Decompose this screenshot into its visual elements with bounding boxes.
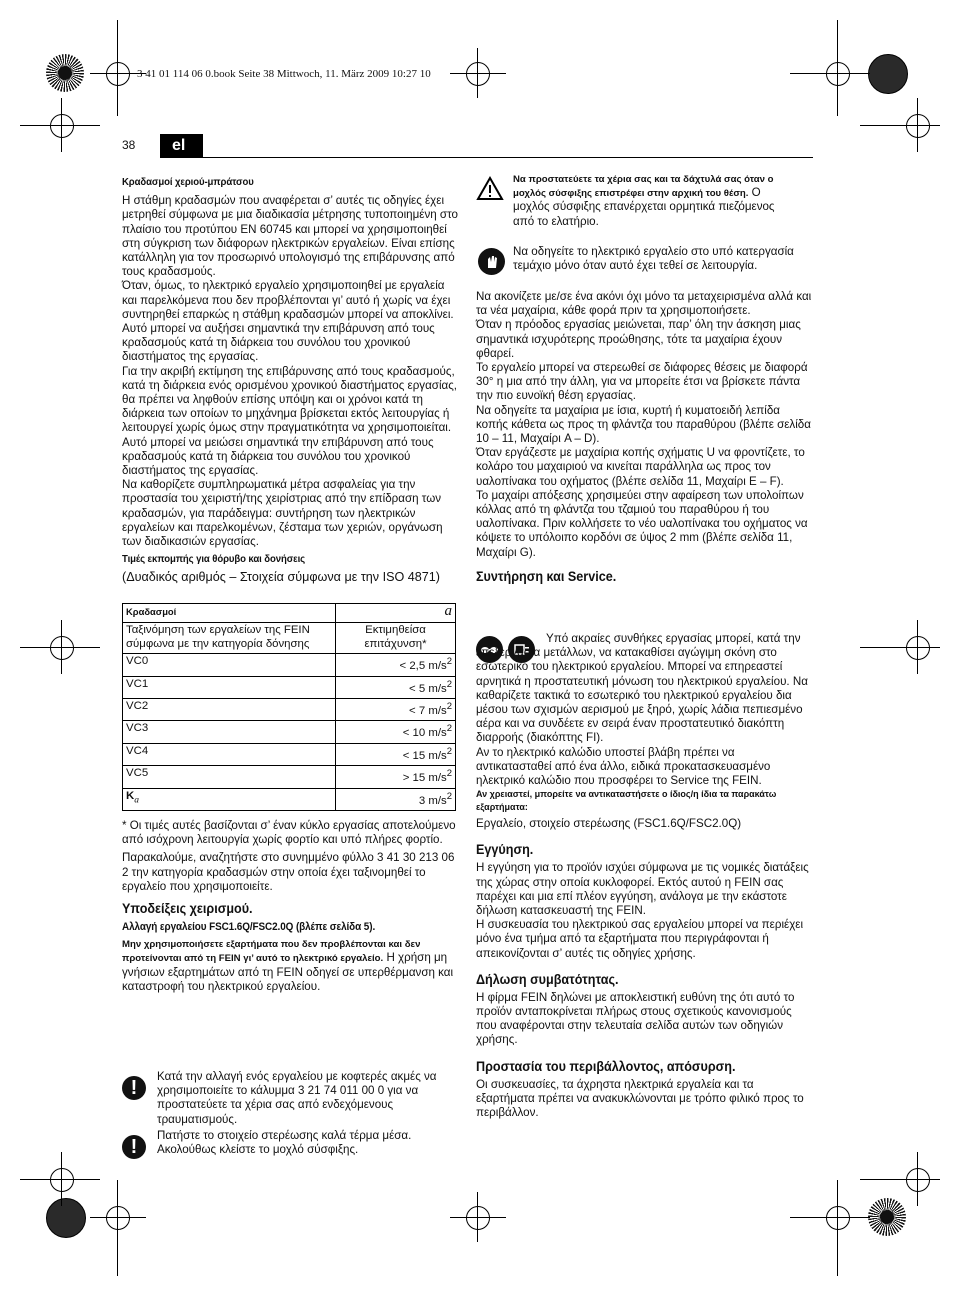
crosshair-icon <box>466 1206 490 1230</box>
exclamation-circle-icon: ! <box>122 1076 146 1100</box>
tool-change-heading: Αλλαγή εργαλείου FSC1.6Q/FSC2.0Q (βλέπε σελίδα 5). <box>122 921 376 934</box>
crosshair-icon <box>466 62 490 86</box>
scraper-paragraph: Το μαχαίρι απόξεσης χρησιμεύει στην αφαίρεση των υπολοίπων κόλλας από τη φλάντζα του τζαμιού του παραθύρου ή του υαλοπίνακα. Πριν κολλήσετε το νέο υαλοπίνακα του οχήματος να κόψετε το υπόλοιπο κορδόνι σε ύψος 2 mm (βλέπε σελίδα 11, Μαχαίρι G). <box>476 488 808 559</box>
table-cell-class: VC3 <box>123 721 336 743</box>
header-rule <box>160 157 813 158</box>
table-row: VC0 < 2,5 $m/s^2$ <box>123 654 456 676</box>
table-cell-class: VC1 <box>123 676 336 698</box>
crosshair-icon <box>906 114 930 138</box>
spare-parts-heading: Αν χρειαστεί, μπορείτε να αντικαταστήσετε ο ίδιος/η ίδια τα παρακάτω εξαρτήματα: <box>476 789 777 812</box>
crosshair-icon <box>106 62 130 86</box>
category-reference: Παρακαλούμε, αναζητήστε στο συνημμένο φύλλο 3 41 30 213 06 2 την κατηγορία κραδασμών στην οποία έχει ταξινομηθεί το εργαλείο που χρησιμοποιείτε. <box>122 851 455 893</box>
vibration-paragraph-3: Για την ακριβή εκτίμηση της επιβάρυνσης από τους κραδασμούς, κατά τη διάρκεια ενός ορισμένου χρονικού διαστήματος εργασίας, θα πρέπει να ληφθούν επίσης υπόψη και οι χρόνοι κατά τη διάρκεια των οποίων το μηχάνημα βρίσκεται εκτός λειτουργίας ή λειτουργεί χωρίς όμως στην πραγματικότητα να χρησιμοποιείται. Αυτό μπορεί να μειώσει σημαντικά την επιβάρυνση από τους κραδασμούς κατά τη διάρκεια του συνόλου του χρονικού διαστήματος της εργασίας. <box>122 364 458 478</box>
crosshair-icon <box>50 1168 74 1192</box>
u-blade-paragraph: Όταν εργάζεστε με μαχαίρια κοπής σχήματις U να φροντίζετε, το κολάρο του μαχαιριού να κινείται παράλληλα ως προς τον υαλοπίνακα του οχήματος (βλέπε σελίδα 11, Μαχαίρι E – F). <box>476 446 805 488</box>
table-header-row <box>123 604 456 623</box>
service-heading: Συντήρηση και Service. <box>476 567 617 584</box>
positions-paragraph: Το εργαλείο μπορεί να στερεωθεί σε διάφορες θέσεις με διαφορά 30° η μια από την άλλη, για να μπορείτε έτσι να βρίσκετε πάντα την πιο ευνοϊκή θέση εργασίας. <box>476 361 808 403</box>
page-number: 38 <box>122 138 136 152</box>
lever-caution: Να προστατεύετε τα χέρια σας και τα δάχτυλά σας όταν ο μοχλός σύσφιξης επιστρέφει στην αρχική του θέση. Ο μοχλός σύσφιξης επανέρχεται ορμητικά πιεζόμενος από το ελατήριο. <box>513 174 775 228</box>
book-info: 3 41 01 114 06 0.book Seite 38 Mittwoch, 11. März 2009 10:27 10 <box>137 68 431 80</box>
warranty-heading: Εγγύηση. <box>476 841 534 858</box>
emission-values-heading: Τιμές εκπομπής για θόρυβο και δονήσεις <box>122 554 306 566</box>
blade-guidance-paragraph: Να οδηγείτε τα μαχαίρια με ίσια, κυρτή ή κυματοειδή λεπίδα κοπής κάθετα ως προς τη φλάντζα του παραθύρου (βλέπε σελίδα 10 – 11, Μαχαίρι A – D). <box>476 403 811 446</box>
registration-starburst-icon <box>46 54 84 92</box>
warranty-paragraph-1: Η εγγύηση για το προϊόν ισχύει σύμφωνα με τις νομικές διατάξεις της χώρας στην οποία κυκλοφορεί. Εκτός αυτού η FEIN σας παρέχει και μια επί πλέον εγγύηση, ανάλογα με την εκάστοτε δήλωση κατασκευαστή της FEIN. <box>476 861 809 918</box>
environment-heading: Προστασία του περιβάλλοντος, απόσυρση. <box>476 1057 736 1074</box>
sharpen-paragraph: Να ακονίζετε με/σε ένα ακόνι όχι μόνο τα μεταχειρισμένα αλλά και τα νέα μαχαίρια, κάθε φορά πριν τα χρησιμοποιήσετε. <box>476 290 812 318</box>
table-row: VC5 > 15 $m/s^2$ <box>123 766 456 788</box>
crosshair-icon <box>826 1206 850 1230</box>
table-cell-class: VC5 <box>123 766 336 788</box>
language-code: el <box>172 137 186 154</box>
guide-tool-note: Να οδηγείτε το ηλεκτρικό εργαλείο στο υπό κατεργασία τεμάχιο μόνο όταν αυτό έχει τεθεί σε λειτουργία. <box>513 245 794 273</box>
warranty-paragraph-2: Η συσκευασία του ηλεκτρικού σας εργαλείου μπορεί να περιέχει μόνο ένα τμήμα από τα εξαρτήματα που περιγράφονται ή απεικονίζονται σ’ αυτές τις οδηγίες χρήσης. <box>476 918 804 960</box>
table-cell-value: > 15 m/s <box>402 772 447 785</box>
crosshair-icon <box>906 636 930 660</box>
registration-starburst-icon <box>868 1198 906 1236</box>
registration-disc-icon <box>46 1198 86 1238</box>
worn-blades-paragraph: Όταν η πρόοδος εργασίας μειώνεται, παρ’ όλη την άσκηση μιας σημαντικά ισχυρότερης προώθησης, τότε τα μαχαίρια έχουν φθαρεί. <box>476 318 801 360</box>
table-cell-class: VC0 <box>123 654 336 676</box>
table-cell-classification: Ταξινόμηση των εργαλείων της FEIN σύμφωνα με την κατηγορία δόνησης <box>123 623 336 654</box>
right-column <box>476 290 812 585</box>
service-paragraph-1: Υπό ακραίες συνθήκες εργασίας μπορεί, κατά την επεξεργασία μετάλλων, να κατακαθίσει αγώγιμη σκόνη στο εσωτερικό του ηλεκτρικού εργαλείου. Μπορεί να επηρεαστεί αρνητικά η προστατευτική μόνωση του ηλεκτρικού εργαλείου. Να καθαρίζετε τακτικά το εσωτερικό του ηλεκτρικού εργαλείου δια μέσου των σχισμών αερισμού με ξηρό, χωρίς λάδια πεπιεσμένο αέρα και να συνδέετε εν σειρά έναν προστατευτικό διακόπτη διαρροής (διακόπτης FI). <box>476 632 808 745</box>
handling-heading: Υποδείξεις χειρισμού. <box>122 900 253 917</box>
table-row: $K_a$ 3 $m/s^2$ <box>123 788 456 810</box>
vibration-paragraph-2: Όταν, όμως, το ηλεκτρικό εργαλείο χρησιμοποιηθεί με εργαλεία και παρελκόμενα που δεν προβλέπονται γι’ αυτό ή χωρίς να έχει συντηρηθεί επαρκώς η στάθμη κραδασμών μπορεί να αποκλίνει. Αυτό μπορεί να αυξήσει σημαντικά την επιβάρυνση από τους κραδασμούς κατά τη διάρκεια του συνόλου του χρονικού διαστήματος της εργασίας. <box>122 279 454 364</box>
language-tab <box>160 134 203 157</box>
table-row: VC3 < 10 $m/s^2$ <box>123 721 456 743</box>
conformity-paragraph: Η φίρμα FEIN δηλώνει με αποκλειστική ευθύνη της ότι αυτό το προϊόν ανταποκρίνεται πλήρως στους σχετικούς κανονισμούς που αναφέρονται στην τελευταία σελίδα αυτών των οδηγιών χρήσης. <box>476 990 795 1047</box>
emission-values-subtitle: (Δυαδικός αριθμός – Στοιχεία σύμφωνα με την ISO 4871) <box>122 570 440 585</box>
vibration-paragraph-1: Η στάθμη κραδασμών που αναφέρεται σ’ αυτές τις οδηγίες έχει μετρηθεί σύμφωνα με μια διαδικασία μέτρησης τυποποιημένη στο πλαίσιο του προτύπου EN 60745 και μπορεί να χρησιμοποιηθεί στη σύγκριση των διάφορων ηλεκτρικών εργαλείων. Είναι επίσης κατάλληλη για τον προσωρινό υπολογισμό της επιβάρυνσης από τους κραδασμούς. <box>122 194 458 279</box>
table-cell-class: VC4 <box>123 743 336 765</box>
table-row: VC1 < 5 $m/s^2$ <box>123 676 456 698</box>
table-cell-value: < 10 m/s <box>402 727 447 740</box>
exclamation-circle-icon: ! <box>122 1135 146 1159</box>
table-row: VC4 < 15 $m/s^2$ <box>123 743 456 765</box>
tool-change-warning: Μην χρησιμοποιήσετε εξαρτήματα που δεν προβλέπονται και δεν προτείνονται από τη FEIN γι’ αυτό το ηλεκτρικό εργαλείο. Η χρήση μη γνήσιων εξαρτημάτων από τη FEIN οδηγεί σε υπερθέρμανση και καταστροφή του ηλεκτρικού εργαλείου. <box>122 939 454 993</box>
service-paragraph-2: Αν το ηλεκτρικό καλώδιο υποστεί βλάβη πρέπει να αντικατασταθεί από ένα άλλο, ειδικά προκατασκευασμένο ηλεκτρικό καλώδιο που προσφέρει το Service της FEIN. <box>476 745 771 788</box>
warning-triangle-icon <box>476 176 504 201</box>
table-cell-value: < 15 m/s <box>402 749 447 762</box>
service-block <box>476 632 812 1120</box>
vibration-table <box>122 603 456 811</box>
table-row <box>123 623 456 654</box>
spare-parts-item: Εργαλείο, στοιχείο στερέωσης (FSC1.6Q/FSC2.0Q) <box>476 817 742 831</box>
conformity-heading: Δήλωση συμβατότητας. <box>476 970 619 987</box>
table-footnote: * Οι τιμές αυτές βασίζονται σ’ έναν κύκλο εργασίας αποτελούμενο από ισόχρονη λειτουργία χωρίς φορτίο και υπό πλήρες φορτίο. <box>122 819 456 847</box>
table-cell-value: 3 m/s <box>418 794 447 807</box>
attention-note-1: Κατά την αλλαγή ενός εργαλείου με κοφτερές ακμές να χρησιμοποιείτε το κάλυμμα 3 21 74 011 00 0 για να προστατεύετε τα χέρια σας από ενδεχόμενους τραυματισμούς. <box>157 1070 437 1126</box>
crosshair-icon <box>50 636 74 660</box>
environment-paragraph: Οι συσκευασίες, τα άχρηστα ηλεκτρικά εργαλεία και τα εξαρτήματα πρέπει να ανακυκλώνονται με τρόπο φιλικό προς το περιβάλλον. <box>476 1077 804 1120</box>
registration-disc-icon <box>868 54 908 94</box>
table-cell-class: VC2 <box>123 699 336 721</box>
crosshair-icon <box>50 114 74 138</box>
hand-on-tool-icon <box>478 248 505 275</box>
crosshair-icon <box>906 1168 930 1192</box>
table-header-vibration: Κραδασμοί <box>123 604 336 623</box>
crosshair-icon <box>826 62 850 86</box>
left-column <box>122 176 458 994</box>
vibration-heading: Κραδασμοί χεριού-μπράτσου <box>122 177 254 188</box>
uncertainty-symbol: K <box>126 789 135 802</box>
table-row: VC2 < 7 $m/s^2$ <box>123 699 456 721</box>
table-cell-estimated: Εκτιμηθείσα επιτάχυνση* <box>336 623 456 654</box>
table-cell-value: < 7 m/s <box>409 704 447 717</box>
table-cell-value: < 2,5 m/s <box>399 660 447 673</box>
acceleration-symbol: a <box>444 603 452 620</box>
attention-note-2: Πατήστε το στοιχείο στερέωσης καλά τέρμα μέσα. Ακολούθως κλείστε το μοχλό σύσφιξης. <box>157 1129 412 1157</box>
table-cell-value: < 5 m/s <box>409 682 447 695</box>
vibration-paragraph-4: Να καθορίζετε συμπληρωματικά μέτρα ασφαλείας για την προστασία του χειριστή/της χειρίστριας από την επίδραση των κραδασμών, για παράδειγμα: συντήρηση των ηλεκτρικών εργαλείων και παρελκομένων, ζέσταμα των χεριών, οργάνωση των διαδικασιών εργασίας. <box>122 478 443 549</box>
crosshair-icon <box>106 1206 130 1230</box>
